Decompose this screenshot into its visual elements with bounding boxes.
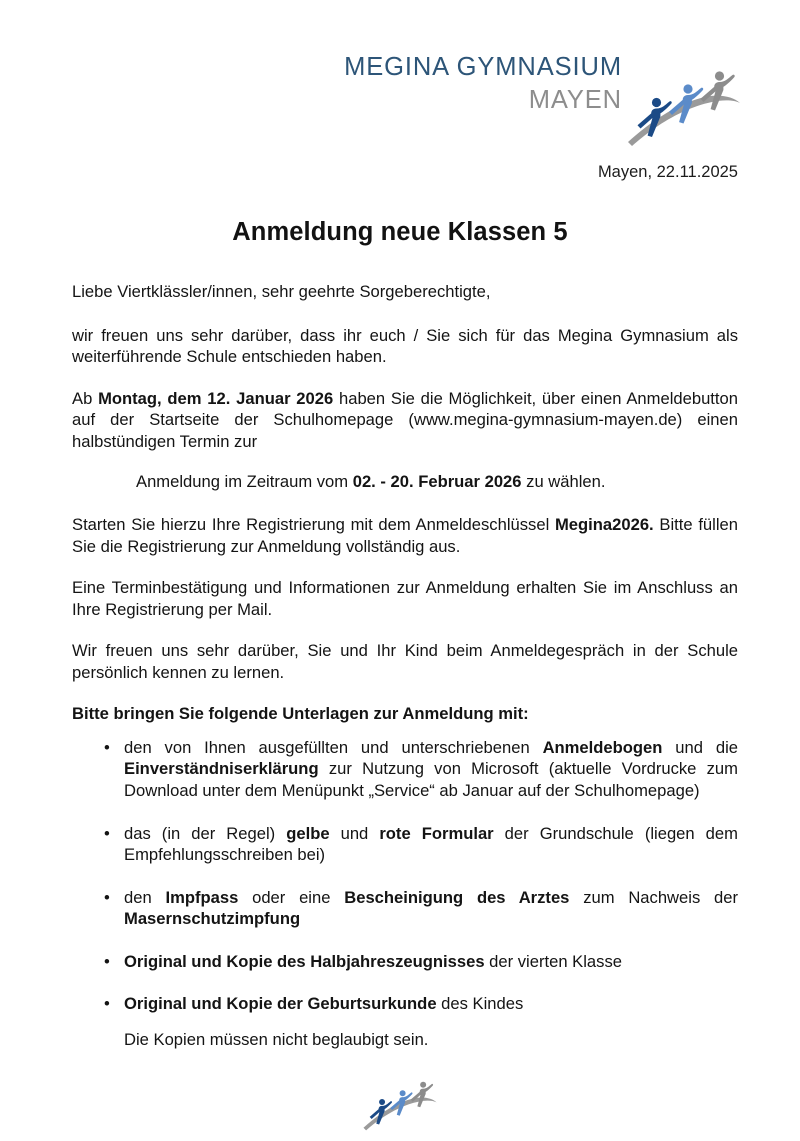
list-item-text [124, 993, 738, 1015]
period-text-after: zu wählen. [521, 472, 606, 492]
paragraph-intro: wir freuen uns sehr darüber, dass ihr euch / Sie sich für das Megina Gymnasium als weiterführende Schule entschieden haben. [72, 325, 738, 367]
paragraph-appointment [72, 388, 738, 453]
school-name-line2: MAYEN [528, 85, 622, 114]
doc2-seg2: und [329, 823, 380, 843]
doc4-seg2: der vierten Klasse [484, 951, 622, 971]
three-figures-emblem-icon [626, 58, 742, 150]
doc1-seg1: den von Ihnen ausgefüllten und unterschriebenen [124, 737, 543, 757]
footer-three-figures-emblem-icon [354, 1073, 446, 1133]
appointment-date-bold: Montag, dem 12. Januar 2026 [98, 388, 334, 408]
doc2-bold2: rote Formular [379, 823, 494, 843]
list-item-text [124, 737, 738, 802]
list-item [72, 993, 738, 1015]
paragraph-closing: Wir freuen uns sehr darüber, Sie und Ihr Kind beim Anmeldegespräch in der Schule persönlich kennen zu lernen. [72, 641, 738, 682]
documents-list [72, 737, 738, 1015]
doc2-seg1: das (in der Regel) [124, 823, 287, 843]
paragraph-registration [72, 514, 738, 557]
list-item [72, 887, 738, 930]
period-text-before: Anmeldung im Zeitraum vom [136, 472, 353, 492]
doc5-seg2: des Kindes [436, 994, 524, 1014]
page-title: Anmeldung neue Klassen 5 [232, 218, 568, 246]
registration-text-before: Starten Sie hierzu Ihre Registrierung mit dem Anmeldeschlüssel [72, 514, 555, 534]
documents-lead-in: Bitte bringen Sie folgende Unterlagen zur Anmeldung mit: [72, 704, 529, 724]
doc2-bold1: gelbe [286, 823, 330, 843]
list-item-text [124, 951, 738, 973]
list-item-text [124, 823, 738, 866]
list-item-text [124, 887, 738, 930]
doc1-bold2: Einverständniserklärung [124, 759, 319, 779]
doc1-seg3: zur Nutzung von Microsoft (aktuelle Vordrucke zum Download unter dem Menüpunkt „Service“ ab Januar auf der Schulhomepage) [124, 759, 738, 800]
school-logo-wordmark [344, 52, 622, 114]
list-item [72, 823, 738, 866]
paragraph-confirmation: Eine Terminbestätigung und Informationen zur Anmeldung erhalten Sie im Anschluss an Ihre Registrierung per Mail. [72, 578, 738, 619]
doc3-seg2: oder eine [238, 887, 345, 907]
appointment-text-before: Ab [72, 388, 99, 408]
dateline: Mayen, 22.11.2025 [597, 163, 738, 181]
registration-text-after: Bitte füllen Sie die Registrierung zur Anmeldung vollständig aus. [72, 514, 738, 556]
letter-body [72, 281, 738, 1051]
doc1-bold1: Anmeldebogen [542, 737, 663, 757]
bullet-icon: • [104, 737, 110, 757]
letterhead [0, 52, 800, 150]
bullet-icon: • [104, 887, 110, 907]
bullet-icon: • [104, 951, 110, 971]
salutation: Liebe Viertklässler/innen, sehr geehrte Sorgeberechtigte, [72, 282, 491, 301]
doc1-seg2: und die [662, 737, 738, 757]
list-item [72, 737, 738, 802]
footer [0, 1073, 800, 1133]
school-logo [344, 52, 742, 150]
list-item [72, 951, 738, 973]
doc3-seg3: zum Nachweis der [569, 887, 739, 907]
doc3-bold2: Bescheinigung des Arztes [344, 887, 570, 907]
appointment-text-after: haben Sie die Möglichkeit, über einen Anmeldebutton auf der Startseite der Schulhomepage (www.megina-gymnasium-mayen.de) einen halbstündigen Termin zur [72, 388, 738, 451]
school-name-line1: MEGINA GYMNASIUM [344, 53, 622, 81]
doc3-seg1: den [124, 887, 166, 907]
doc2-seg3: der Grundschule (liegen dem Empfehlungsschreiben bei) [124, 823, 738, 865]
bullet-icon: • [104, 823, 110, 843]
doc3-bold1: Impfpass [165, 887, 239, 907]
registration-period-line [72, 471, 738, 493]
doc5-bold1: Original und Kopie der Geburtsurkunde [124, 994, 437, 1014]
bullet-icon: • [104, 994, 110, 1014]
doc3-bold3: Masernschutzimpfung [124, 909, 301, 929]
registration-key-bold: Megina2026. [554, 514, 654, 534]
period-range-bold: 02. - 20. Februar 2026 [352, 472, 522, 492]
copies-note: Die Kopien müssen nicht beglaubigt sein. [124, 1029, 429, 1049]
doc4-bold1: Original und Kopie des Halbjahreszeugnisses [124, 951, 485, 971]
